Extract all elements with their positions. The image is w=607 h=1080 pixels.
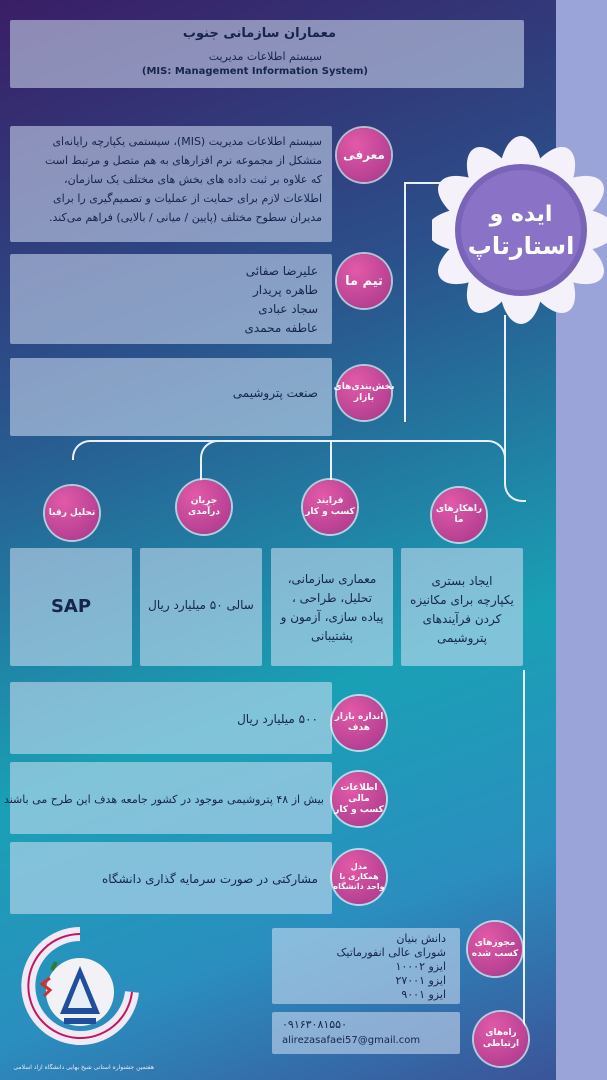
header-panel	[10, 20, 524, 88]
column-label-line1: تحلیل رقبا	[48, 507, 96, 518]
contact-label-line1: راه‌های	[485, 1028, 517, 1038]
team-member: علیرضا صفائی	[245, 264, 318, 278]
column-label-line1: فرایند	[316, 496, 344, 506]
column-panel-competitors	[10, 548, 132, 666]
contact-email: alirezasafaei57@gmail.com	[282, 1035, 421, 1046]
intro-line: متشکل از مجموعه نرم افزارهای به هم متصل و مرتبط است	[44, 154, 322, 167]
badge-title-line2: استارتاپ	[467, 232, 575, 260]
column-label-line2: درآمدی	[188, 507, 220, 517]
license-item: ایزو ۲۷۰۰۱	[395, 974, 446, 987]
row-label-line2: هدف	[348, 723, 370, 733]
contact-panel	[272, 1012, 460, 1054]
connector-bottom-spine	[523, 670, 525, 1030]
intro-text	[16, 132, 322, 227]
contact-label-line2: ارتباطی	[482, 1039, 520, 1049]
column-label-line1: راهکارهای	[435, 504, 483, 514]
license-item: دانش بنیان	[396, 932, 446, 945]
team-member: سجاد عبادی	[258, 302, 318, 316]
column-label-line2: کسب و کار	[305, 507, 355, 517]
team-label-bubble	[337, 254, 391, 308]
column-bubble-competitors	[45, 486, 99, 540]
column-bubble-solutions	[432, 488, 486, 542]
intro-line: که علاوه بر ثبت داده های بخش های مختلف یک سازمان،	[64, 173, 322, 186]
licenses-panel	[272, 928, 460, 1004]
page-subtitle: سیستم اطلاعات مدیریت	[208, 50, 322, 63]
license-item: ایزو ۱۰۰۰۲	[395, 960, 446, 973]
column-text	[14, 596, 128, 617]
column-panel-solutions	[401, 548, 523, 666]
page-title: معماران سازمانی جنوب	[182, 26, 336, 41]
page-subtitle-english: (MIS: Management Information System)	[141, 66, 368, 77]
team-list	[245, 262, 319, 338]
row-panel-financial	[3, 762, 332, 834]
team-member: طاهره پریدار	[253, 283, 318, 297]
row-panel-market-size	[10, 682, 332, 754]
column-line: معماری سازمانی،	[287, 572, 377, 586]
festival-logo	[20, 922, 140, 1062]
license-item: ایزو ۹۰۰۱	[401, 988, 446, 1001]
intro-line: مدیران سطوح مختلف (پایین / میانی / بالایی) فراهم می‌کند.	[48, 211, 322, 224]
badge-title-line1: ایده و	[489, 202, 553, 227]
row-value: مشارکتی در صورت سرمایه گذاری دانشگاه	[102, 872, 318, 886]
column-label-line1: جریان	[190, 496, 218, 506]
row-value: ۵۰۰ میلیارد ریال	[237, 712, 318, 726]
licenses-label-bubble	[468, 922, 522, 976]
row-label-line2: کسب و کار	[334, 804, 384, 815]
licenses-label-line1: مجوزهای	[474, 938, 516, 948]
row-label-line1: اندازه بازار	[334, 712, 384, 722]
column-label-line2: ما	[454, 515, 464, 525]
connector-right-arm	[504, 315, 526, 502]
column-text	[144, 598, 258, 612]
column-line: سالی ۵۰ میلیارد ریال	[148, 598, 254, 612]
row-label-line2: همکاری با	[339, 872, 379, 881]
segment-label-bubble	[333, 366, 395, 420]
row-label-line3: واحد دانشگاه	[333, 882, 385, 891]
column-line: SAP	[50, 596, 92, 617]
row-bubble-cooperation	[332, 850, 386, 904]
team-member: عاطفه محمدی	[244, 321, 318, 335]
row-bubble-financial	[332, 772, 386, 826]
team-label: تیم ما	[345, 273, 383, 289]
idea-startup-badge	[432, 135, 607, 325]
row-value: بیش از ۴۸ پتروشیمی موجود در کشور جامعه هدف این طرح می باشند	[3, 793, 324, 806]
festival-logo-text: هفتمین جشنواره استانی شیخ بهایی دانشگاه آزاد اسلامی	[13, 1064, 154, 1071]
row-label-line1: اطلاعات مالی	[340, 782, 378, 804]
column-line: پشتیبانی	[311, 629, 353, 643]
connector-vertical-main	[404, 182, 406, 422]
row-panel-cooperation	[10, 842, 332, 914]
licenses-list	[337, 932, 446, 1002]
column-line: یکپارچه برای مکانیزه	[410, 593, 514, 607]
column-line: پتروشیمی	[437, 631, 487, 645]
segment-value: صنعت پتروشیمی	[232, 386, 318, 400]
intro-line: سیستم اطلاعات مدیریت (MIS)، سیستمی یکپارچه رایانه‌ای	[52, 135, 322, 148]
row-bubble-market-size	[332, 696, 386, 750]
column-line: کردن فرآیندهای	[422, 612, 502, 626]
license-item: شورای عالی انفورماتیک	[336, 946, 446, 959]
column-line: پیاده سازی، آزمون و	[280, 610, 384, 624]
segment-label-line1: بخش‌بندی‌های	[333, 382, 395, 392]
row-label-line1: مدل	[350, 862, 368, 871]
intro-panel	[10, 126, 332, 242]
licenses-label-line2: کسب شده	[471, 949, 519, 959]
column-text	[275, 570, 389, 646]
intro-label-bubble	[337, 128, 391, 182]
team-panel	[10, 254, 332, 344]
column-bubble-revenue	[177, 480, 231, 534]
column-panel-revenue	[140, 548, 262, 666]
column-text	[405, 572, 519, 648]
column-line: ایجاد بستری	[431, 574, 493, 588]
intro-label: معرفی	[343, 148, 385, 162]
column-bubble-process	[303, 480, 357, 534]
column-line: تحلیل، طراحی ،	[291, 591, 373, 605]
contact-label-bubble	[474, 1012, 528, 1066]
intro-line: اطلاعات لازم برای حمایت از عملیات و تصمیم‌گیری را برای	[53, 192, 322, 205]
contact-phone: ۰۹۱۶۳۰۸۱۵۵۰	[282, 1018, 347, 1031]
column-panel-process	[271, 548, 393, 666]
segment-label-line2: بازار	[353, 393, 375, 403]
segment-panel	[10, 358, 332, 436]
connector-intro	[404, 182, 446, 184]
